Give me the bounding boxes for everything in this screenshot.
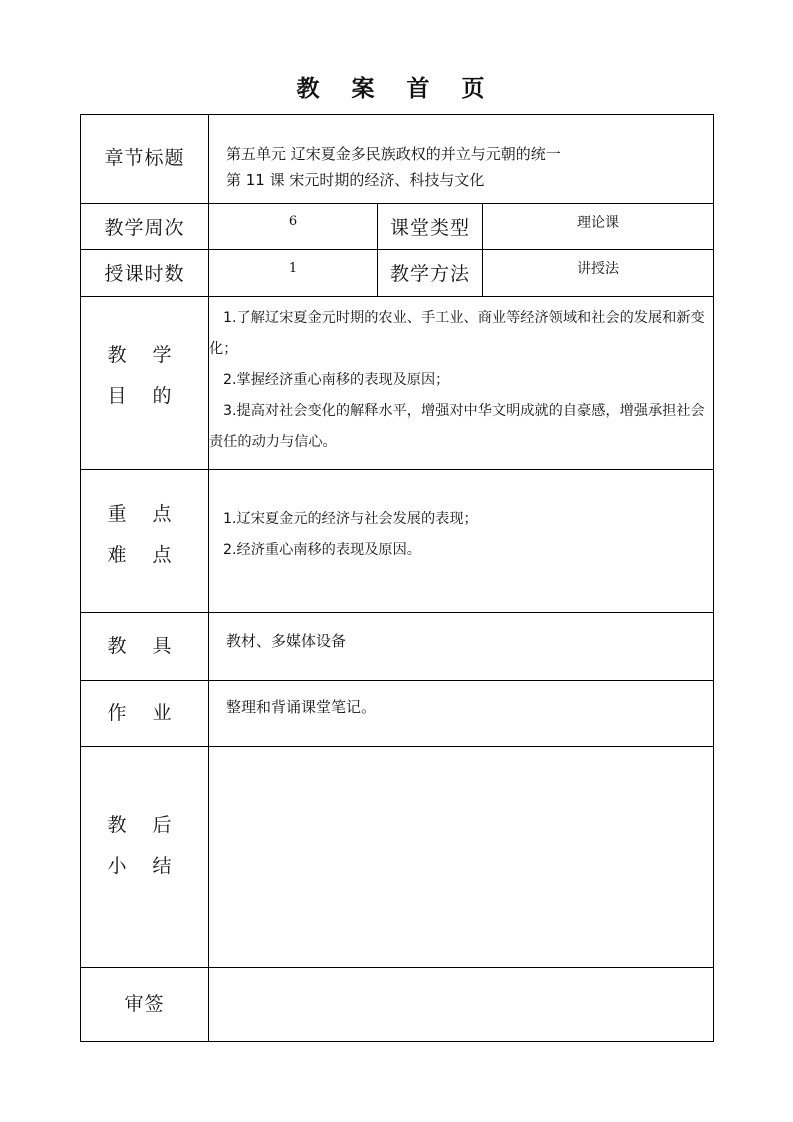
table-divider xyxy=(81,469,713,470)
unit-title: 第五单元 辽宋夏金多民族政权的并立与元朝的统一 xyxy=(226,145,561,163)
tools-label: 教 具 xyxy=(107,635,182,657)
keypoints-label-line2: 难 点 xyxy=(107,544,182,566)
keypoints-label-line1: 重 点 xyxy=(107,503,182,525)
hours-label: 授课时数 xyxy=(104,263,185,285)
chapter-title xyxy=(226,141,696,193)
table-divider xyxy=(81,746,713,747)
objectives-content xyxy=(209,303,709,458)
tools-value: 教材、多媒体设备 xyxy=(226,632,347,650)
homework-value: 整理和背诵课堂笔记。 xyxy=(226,698,377,716)
page-title: 教 案 首 页 xyxy=(296,76,497,102)
review-label: 审签 xyxy=(124,993,165,1015)
class-type-value: 理论课 xyxy=(577,215,619,231)
lesson-title: 第 11 课 宋元时期的经济、科技与文化 xyxy=(226,171,485,189)
class-type-label: 课堂类型 xyxy=(389,217,470,239)
method-label: 教学方法 xyxy=(389,263,470,285)
keypoints-content xyxy=(209,504,709,566)
objectives-label-line1: 教 学 xyxy=(107,344,182,366)
chapter-label: 章节标题 xyxy=(104,147,185,169)
review-value[interactable] xyxy=(221,980,701,1030)
table-divider xyxy=(81,612,713,613)
table-divider xyxy=(81,967,713,968)
objective-item: 1.了解辽宋夏金元时期的农业、手工业、商业等经济领域和社会的发展和新变化； xyxy=(209,310,705,357)
keypoint-item: 1.辽宋夏金元的经济与社会发展的表现； xyxy=(223,511,478,527)
hours-value: 1 xyxy=(288,261,298,276)
week-value: 6 xyxy=(288,214,298,229)
homework-label: 作 业 xyxy=(107,702,182,724)
objective-item: 3.提高对社会变化的解释水平，增强对中华文明成就的自豪感，增强承担社会责任的动力与信心。 xyxy=(209,403,705,450)
lesson-plan-table xyxy=(80,114,714,1042)
table-divider xyxy=(81,203,713,204)
table-divider xyxy=(81,680,713,681)
summary-label xyxy=(81,805,208,887)
objective-item: 2.掌握经济重心南移的表现及原因； xyxy=(223,372,450,388)
objectives-label-line2: 目 的 xyxy=(107,385,182,407)
table-divider xyxy=(81,296,713,297)
objectives-label xyxy=(81,335,208,417)
summary-label-line1: 教 后 xyxy=(107,814,182,836)
keypoints-label xyxy=(81,494,208,576)
method-value: 讲授法 xyxy=(577,261,619,277)
keypoint-item: 2.经济重心南移的表现及原因。 xyxy=(223,542,421,558)
table-divider xyxy=(208,115,209,1041)
summary-label-line2: 小 结 xyxy=(107,855,182,877)
summary-value[interactable] xyxy=(221,765,701,955)
week-label: 教学周次 xyxy=(104,217,185,239)
table-divider xyxy=(81,249,713,250)
